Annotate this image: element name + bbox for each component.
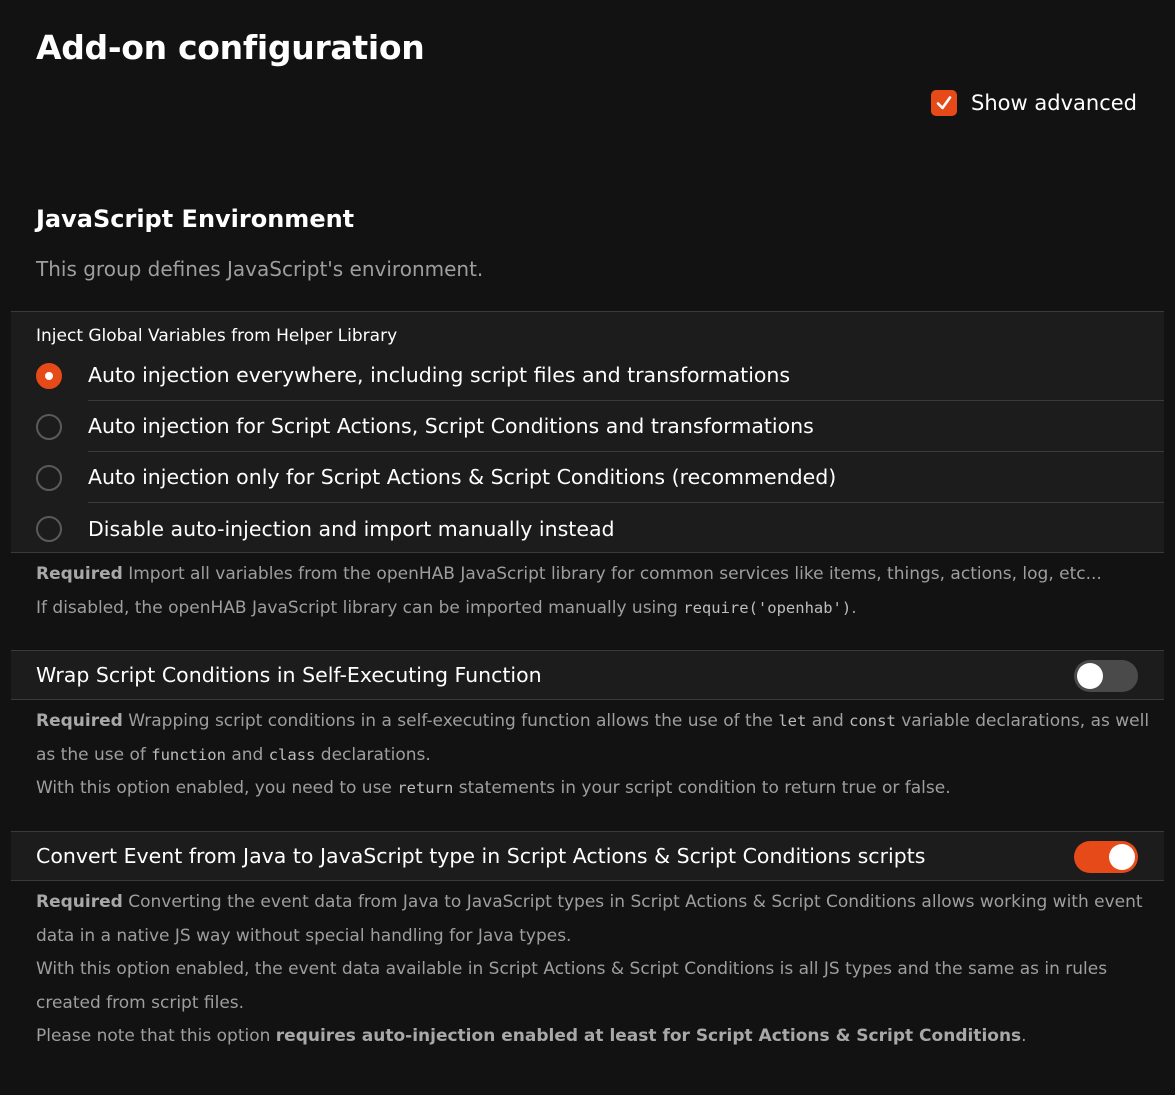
show-advanced-toggle[interactable] xyxy=(931,90,1137,116)
required-label: Required xyxy=(36,711,123,731)
inject-globals-title: Inject Global Variables from Helper Library xyxy=(36,326,398,346)
toggle-knob xyxy=(1109,844,1135,870)
convert-event-help xyxy=(36,886,1161,1054)
required-label: Required xyxy=(36,564,123,584)
radio-option-label: Auto injection everywhere, including script files and transformations xyxy=(88,350,1164,401)
help-text: Import all variables from the openHAB JavaScript library for common services like items, things, actions, log, etc... xyxy=(122,564,1102,584)
toggle-knob xyxy=(1077,663,1103,689)
wrap-conditions-label: Wrap Script Conditions in Self-Executing Function xyxy=(36,663,542,687)
inject-globals-help xyxy=(36,558,1161,625)
radio-button[interactable] xyxy=(36,465,62,491)
radio-button[interactable] xyxy=(36,516,62,542)
code-snippet: function xyxy=(151,745,226,764)
radio-option-auto-actions-conditions[interactable] xyxy=(11,452,1164,503)
wrap-conditions-help xyxy=(36,705,1161,806)
help-text: and xyxy=(225,744,269,765)
radio-option-label: Auto injection for Script Actions, Script Conditions and transformations xyxy=(88,401,1164,452)
checkmark-icon xyxy=(935,94,953,112)
code-snippet: require('openhab') xyxy=(683,598,852,617)
radio-button[interactable] xyxy=(36,414,62,440)
convert-event-row xyxy=(11,831,1164,881)
wrap-conditions-row xyxy=(11,650,1164,700)
group-title: JavaScript Environment xyxy=(36,205,355,233)
help-text: Converting the event data from Java to JavaScript types in Script Actions & Script Conditions allows working with event data in a native JS way without special handling for Java types. xyxy=(36,892,1143,946)
help-text: and xyxy=(806,711,850,731)
code-snippet: return xyxy=(397,779,454,797)
help-text: With this option enabled, you need to use xyxy=(36,778,398,798)
help-text: declarations. xyxy=(315,744,431,765)
radio-option-auto-everywhere[interactable] xyxy=(11,350,1164,401)
page-title: Add-on configuration xyxy=(36,28,425,67)
radio-option-label: Auto injection only for Script Actions & Script Conditions (recommended) xyxy=(88,452,1164,503)
show-advanced-label: Show advanced xyxy=(971,91,1137,115)
group-description: This group defines JavaScript's environment. xyxy=(36,257,484,281)
wrap-conditions-toggle[interactable] xyxy=(1074,660,1138,692)
convert-event-toggle[interactable] xyxy=(1074,841,1138,873)
help-text: statements in your script condition to return true or false. xyxy=(453,778,951,798)
radio-button-checked[interactable] xyxy=(36,363,62,389)
show-advanced-checkbox[interactable] xyxy=(931,90,957,116)
help-text: If disabled, the openHAB JavaScript library can be imported manually using xyxy=(36,597,684,618)
help-text: variable declarations, as well as the use of xyxy=(36,711,1150,765)
help-text: Wrapping script conditions in a self-executing function allows the use of the xyxy=(122,711,779,731)
help-text: . xyxy=(1021,1026,1027,1046)
help-text: . xyxy=(851,597,857,618)
help-text: Please note that this option xyxy=(36,1026,276,1046)
radio-option-label: Disable auto-injection and import manually instead xyxy=(88,516,615,541)
code-snippet: class xyxy=(268,745,316,764)
radio-option-auto-actions-conditions-transformations[interactable] xyxy=(11,401,1164,452)
required-label: Required xyxy=(36,892,123,912)
code-snippet: let xyxy=(778,712,807,730)
code-snippet: const xyxy=(849,712,896,730)
inject-globals-radio-group xyxy=(11,311,1164,553)
radio-option-disable[interactable] xyxy=(11,503,1164,554)
help-text-bold: requires auto-injection enabled at least for Script Actions & Script Conditions xyxy=(275,1026,1022,1046)
convert-event-label: Convert Event from Java to JavaScript type in Script Actions & Script Conditions scripts xyxy=(36,844,926,868)
help-text: With this option enabled, the event data available in Script Actions & Script Conditions is all JS types and the same as in rules created from script files. xyxy=(36,959,1108,1013)
